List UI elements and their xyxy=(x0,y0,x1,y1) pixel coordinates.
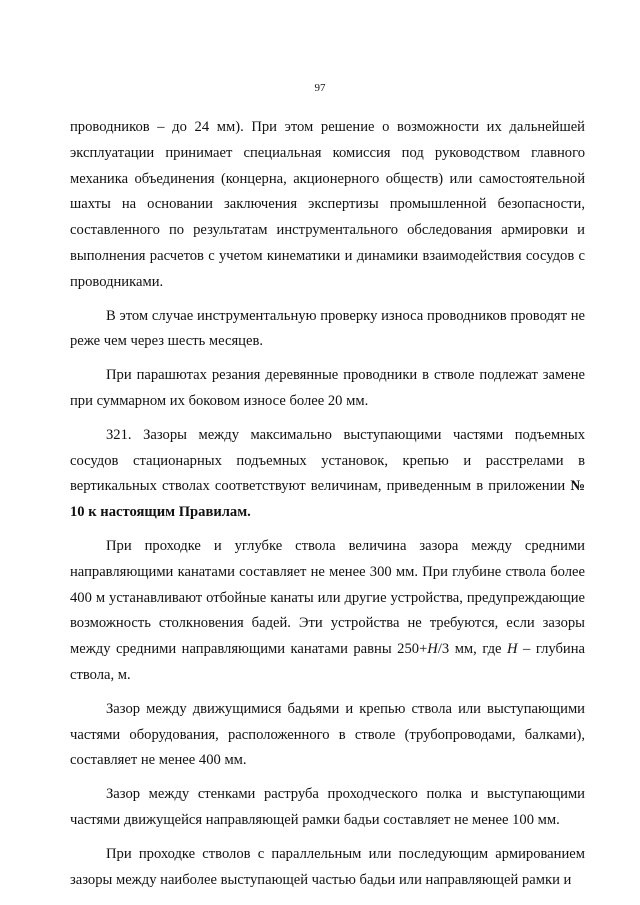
clearance-text-a: При проходке и углубке ствола величина зазора между средними направляющими канатами составляет не менее 300 мм. При глубине ствола более 400 м устанавливают отбойные канаты или другие устройства, предупреждающие возможность столкновения бадей. Эти устройства не требуются, если зазоры между средними направляющими канатами равны 250+ xyxy=(70,537,585,658)
document-body xyxy=(70,115,585,901)
paragraph-continuation: проводников – до 24 мм). При этом решение о возможности их дальнейшей эксплуатации принимает специальная комиссия под руководством главного механика объединения (концерна, акционерного обществ) или самостоятельной шахты на основании заключения экспертизы промышленной безопасности, составленного по результатам инструментального обследования армировки и выполнения расчетов с учетом кинематики и динамики взаимодействия сосудов с проводниками. xyxy=(70,119,585,290)
paragraph-bucket-clearance: Зазор между движущимися бадьями и крепью ствола или выступающими частями оборудования, расположенного в стволе (трубопроводами, балками), составляет не менее 400 мм. xyxy=(70,700,585,769)
paragraph-wooden-guides: При парашютах резания деревянные проводники в стволе подлежат замене при суммарном их боковом износе более 20 мм. xyxy=(70,367,585,409)
clearance-text-b: /3 мм, где xyxy=(437,641,507,658)
clearance-text-c: – глубина ствола, м. xyxy=(70,641,586,683)
paragraph-shaft-sinking-clearance xyxy=(70,534,585,689)
paragraph-321-text: 321. Зазоры между максимально выступающими частями подъемных сосудов стационарных подъемных установок, крепью и расстрелами в вертикальных стволах соответствуют величинам, приведенным в приложении xyxy=(70,426,585,495)
variable-h: H xyxy=(427,641,438,658)
variable-h: H xyxy=(507,641,518,658)
paragraph-funnel-clearance: Зазор между стенками раструба проходческого полка и выступающими частями движущейся направляющей рамки бадьи составляет не менее 100 мм. xyxy=(70,786,585,828)
paragraph-inspection-frequency: В этом случае инструментальную проверку износа проводников проводят не реже чем через шесть месяцев. xyxy=(70,307,585,350)
page-number: 97 xyxy=(314,82,326,94)
paragraph-armoring-clearance: При проходке стволов с параллельным или последующим армированием зазоры между наиболее выступающей частью бадьи или направляющей рамки и xyxy=(70,845,585,888)
appendix-reference: № 10 к настоящим Правилам. xyxy=(70,478,585,521)
paragraph-321 xyxy=(70,423,585,526)
